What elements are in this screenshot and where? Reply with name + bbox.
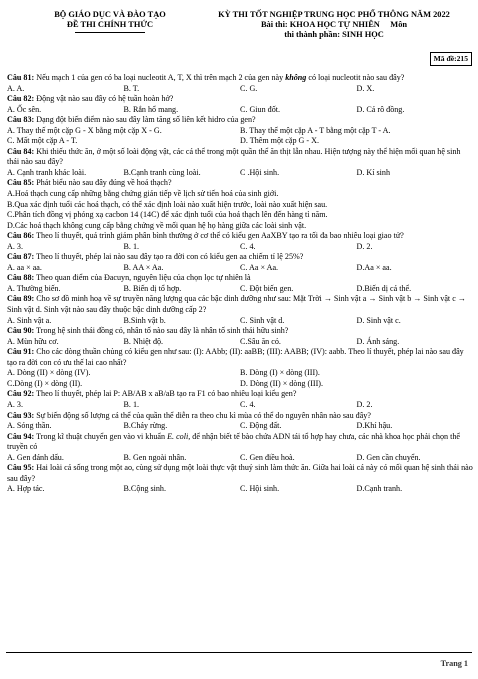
official-exam-label: ĐỀ THI CHÍNH THỨC xyxy=(66,20,154,29)
question-number: Câu 91: xyxy=(7,347,35,357)
question-86 xyxy=(7,231,473,242)
question-text: Theo lí thuyết, quá trình giảm phân bình thường ở cơ thể có kiểu gen AaXBY tạo ra tối đa bao nhiêu loại giao tử? xyxy=(36,231,404,241)
question-95 xyxy=(7,463,473,484)
option-a: A. A. xyxy=(7,83,25,93)
question-text: Nếu mạch 1 của gen có ba loại nucleotit A, T, X thì trên mạch 2 của gen này xyxy=(36,73,286,82)
option-c: C. 4. xyxy=(240,241,256,251)
option-b: B. Dòng (I) × dòng (III). xyxy=(240,368,320,378)
question-81 xyxy=(7,73,473,84)
exam-header xyxy=(0,10,478,68)
option-a: A. Thường biến. xyxy=(7,283,61,293)
question-number: Câu 88: xyxy=(7,273,35,283)
option-a: A. Ốc sên. xyxy=(7,104,42,114)
option-a: A. Sinh vật a. xyxy=(7,315,52,325)
question-number: Câu 93: xyxy=(7,410,35,420)
option-b: B. 1. xyxy=(123,241,140,251)
question-number: Câu 81: xyxy=(7,73,35,82)
question-text: Cho sơ đồ minh hoạ về sự truyền năng lượng qua các bậc dinh dưỡng như sau: Mặt Trời → Sinh vật a → Sinh vật b → Sinh vật c → Sinh vật d. Sinh vật nào sau đây thuộc bậc dinh dưỡng cấp 2? xyxy=(7,294,466,315)
option-a: A. Dòng (II) × dòng (IV). xyxy=(7,368,91,378)
option-d: D.Các hoá thạch không cung cấp bằng chứng về mối quan hệ họ hàng giữa các loài sinh vật. xyxy=(7,220,307,230)
question-number: Câu 84: xyxy=(7,146,35,156)
option-d: D.Khí hậu. xyxy=(356,421,393,431)
question-number: Câu 83: xyxy=(7,115,35,125)
question-text: Trong hệ sinh thái đồng cỏ, nhân tố nào sau đây là nhân tố sinh thái hữu sinh? xyxy=(36,326,289,336)
question-text: Hai loài cá sống trong một ao, cùng sử dụng một loài thực vật thuỷ sinh làm thức ăn. Giữa hai loài cá này có mối quan hệ sinh thái nào sau đây? xyxy=(7,463,473,483)
option-d: D. Gen cần chuyển. xyxy=(356,452,421,462)
question-number: Câu 90: xyxy=(7,326,35,336)
option-c: C. Gen điều hoà. xyxy=(240,452,295,462)
question-94 xyxy=(7,432,473,453)
question-text-end: có loại nucleotit nào sau đây? xyxy=(306,73,405,82)
options-83-row2 xyxy=(7,136,473,147)
options-89 xyxy=(7,316,473,327)
option-d: D. 2. xyxy=(356,399,373,409)
question-text: Khi thiếu thức ăn, ở một số loài động vật, các cá thể trong một quần thể ăn thịt lẫn nhau. Hiện tượng này thể hiện mối quan hệ sinh thái nào sau đây? xyxy=(7,146,461,167)
option-d: D. Kí sinh xyxy=(356,167,391,177)
options-82 xyxy=(7,105,473,116)
question-text-end: , để nhận biết tế bào chứa ADN tái tổ hợp hay chưa, các nhà khoa học phải chọn thể truyền có xyxy=(7,431,460,452)
question-text: Dạng đột biến điểm nào sau đây làm tăng số liên kết hidro của gen? xyxy=(36,115,256,125)
header-divider xyxy=(75,32,145,33)
question-93 xyxy=(7,411,473,422)
options-88 xyxy=(7,284,473,295)
option-b: B.Cháy rừng. xyxy=(123,421,168,431)
question-87 xyxy=(7,252,473,263)
question-text: Trong kĩ thuật chuyển gen vào vi khuẩn xyxy=(36,431,168,441)
option-d: D.Aa × aa. xyxy=(356,262,392,272)
exam-component: thi thành phần: SINH HỌC xyxy=(284,30,384,39)
exam-code-box: Mã đề:215 xyxy=(430,52,472,66)
option-c: C. Aa × Aa. xyxy=(240,262,279,272)
question-91 xyxy=(7,347,473,368)
option-d: D. Dòng (II) × dòng (III). xyxy=(240,378,324,388)
question-82 xyxy=(7,94,473,105)
option-d: D. Cá rô đồng. xyxy=(356,104,405,114)
option-a: A. 3. xyxy=(7,241,23,251)
option-d: D.Cạnh tranh. xyxy=(356,484,403,494)
question-text: Theo lí thuyết, phép lai nào sau đây tạo ra đời con có kiểu gen aa chiếm tỉ lệ 25%? xyxy=(36,252,304,262)
options-94 xyxy=(7,453,473,464)
option-b: B. Biến dị tổ hợp. xyxy=(123,283,182,293)
option-a: A. Gen đánh dấu. xyxy=(7,452,64,462)
option-d: D.Biến dị cá thể. xyxy=(356,283,412,293)
ministry-name: BỘ GIÁO DỤC VÀ ĐÀO TẠO xyxy=(54,10,166,19)
option-a: A. aa × aa. xyxy=(7,262,42,272)
option-c: C. Sinh vật d. xyxy=(240,315,285,325)
options-84 xyxy=(7,168,473,179)
options-93 xyxy=(7,421,473,432)
option-d: D. Sinh vật c. xyxy=(356,315,401,325)
option-c: C. Giun đốt. xyxy=(240,104,281,114)
option-c: C. Đột biến gen. xyxy=(240,283,294,293)
option-a: A. 3. xyxy=(7,399,23,409)
option-a: A. Hợp tác. xyxy=(7,484,45,494)
option-a: A.Hoá thạch cung cấp những bằng chứng gián tiếp về lịch sử tiến hoá của sinh giới. xyxy=(7,189,279,199)
question-number: Câu 95: xyxy=(7,463,35,473)
question-number: Câu 86: xyxy=(7,231,35,241)
option-b: B. Gen ngoài nhân. xyxy=(123,452,187,462)
options-95 xyxy=(7,484,473,495)
option-c: C. G. xyxy=(240,83,258,93)
question-85 xyxy=(7,178,473,189)
question-number: Câu 89: xyxy=(7,294,35,304)
question-83 xyxy=(7,115,473,126)
question-emphasis: E. coli xyxy=(167,431,189,441)
options-86 xyxy=(7,242,473,253)
option-b: B.Sinh vật b. xyxy=(123,315,166,325)
question-number: Câu 87: xyxy=(7,252,35,262)
option-d: D. 2. xyxy=(356,241,373,251)
options-92 xyxy=(7,400,473,411)
options-87 xyxy=(7,263,473,274)
option-c: C.Phân tích đồng vị phóng xạ cacbon 14 (14C) để xác định tuổi của hoá thạch lên đến hàng tỉ năm. xyxy=(7,210,328,220)
options-81 xyxy=(7,84,473,95)
question-text: Sự biến động số lượng cá thể của quần thể diễn ra theo chu kì mùa có thể do nguyên nhân nào sau đây? xyxy=(36,410,371,420)
question-84 xyxy=(7,147,473,168)
option-a: A. Mùn hữu cơ. xyxy=(7,336,59,346)
page-number: Trang 1 xyxy=(440,659,468,668)
question-emphasis: không xyxy=(285,73,307,82)
option-c: C. Mất một cặp A - T. xyxy=(7,136,78,146)
option-b: B.Cộng sinh. xyxy=(123,484,167,494)
ministry-block xyxy=(10,10,210,33)
option-c: C. 4. xyxy=(240,399,256,409)
exam-title: KỲ THI TỐT NGHIỆP TRUNG HỌC PHỔ THÔNG NĂM 2022 xyxy=(218,10,450,19)
question-number: Câu 82: xyxy=(7,94,35,104)
question-90 xyxy=(7,326,473,337)
option-a: A. Thay thế một cặp G - X bằng một cặp X - G. xyxy=(7,125,162,135)
options-90 xyxy=(7,337,473,348)
question-text: Cho các dòng thuần chủng có kiểu gen như sau: (I): AAbb; (II): aaBB; (III): AABB; (IV): aabb. Theo lí thuyết, phép lai nào sau đây tạo ra đời con có ưu thế lai cao nhất? xyxy=(7,347,464,367)
option-c: C.Sâu ăn cỏ. xyxy=(240,336,281,346)
question-88 xyxy=(7,273,473,284)
question-number: Câu 85: xyxy=(7,178,35,188)
options-83-row1 xyxy=(7,126,473,137)
option-b: B. AA × Aa. xyxy=(123,262,164,272)
option-b: B.Qua xác định tuổi các hoá thạch, có thể xác định loài nào xuất hiện trước, loài nào xuất hiện sau. xyxy=(7,199,328,209)
option-c: C.Dòng (I) × dòng (II). xyxy=(7,378,83,388)
question-text: Theo lí thuyết, phép lai P: AB/AB x aB/aB tạo ra F1 có bao nhiêu loại kiểu gen? xyxy=(36,389,297,399)
question-89 xyxy=(7,294,473,315)
question-number: Câu 92: xyxy=(7,389,35,399)
option-b: B. Thay thế một cặp A - T bằng một cặp T - A. xyxy=(240,125,391,135)
question-text: Phát biểu nào sau đây đúng về hoá thạch? xyxy=(36,178,172,188)
question-number: Câu 94: xyxy=(7,431,35,441)
exam-subject: Bài thi: KHOA HỌC TỰ NHIÊN Môn xyxy=(260,20,408,29)
option-d: D. X. xyxy=(356,83,375,93)
question-text: Động vật nào sau đây có hệ tuần hoàn hở? xyxy=(36,94,174,104)
option-c: C. Hội sinh. xyxy=(240,484,280,494)
question-text: Theo quan điểm của Đacuyn, nguyên liệu của chọn lọc tự nhiên là xyxy=(36,273,251,283)
option-b: B. Nhiệt độ. xyxy=(123,336,164,346)
options-91-row1 xyxy=(7,368,473,379)
options-91-row2 xyxy=(7,379,473,390)
option-c: C .Hội sinh. xyxy=(240,167,280,177)
option-c: C. Động đất. xyxy=(240,421,282,431)
option-b: B. T. xyxy=(123,83,140,93)
option-b: B.Cạnh tranh cùng loài. xyxy=(123,167,201,177)
question-list xyxy=(7,73,473,495)
option-a: A. Cạnh tranh khác loài. xyxy=(7,167,87,177)
option-b: B. Rắn hổ mang. xyxy=(123,104,179,114)
page-footer xyxy=(6,652,472,668)
option-b: B. 1. xyxy=(123,399,140,409)
exam-title-block xyxy=(196,10,472,40)
option-a: A. Sóng thần. xyxy=(7,421,52,431)
option-d: D. Ánh sáng. xyxy=(356,336,400,346)
question-92 xyxy=(7,389,473,400)
option-d: D. Thêm một cặp G - X. xyxy=(240,136,319,146)
